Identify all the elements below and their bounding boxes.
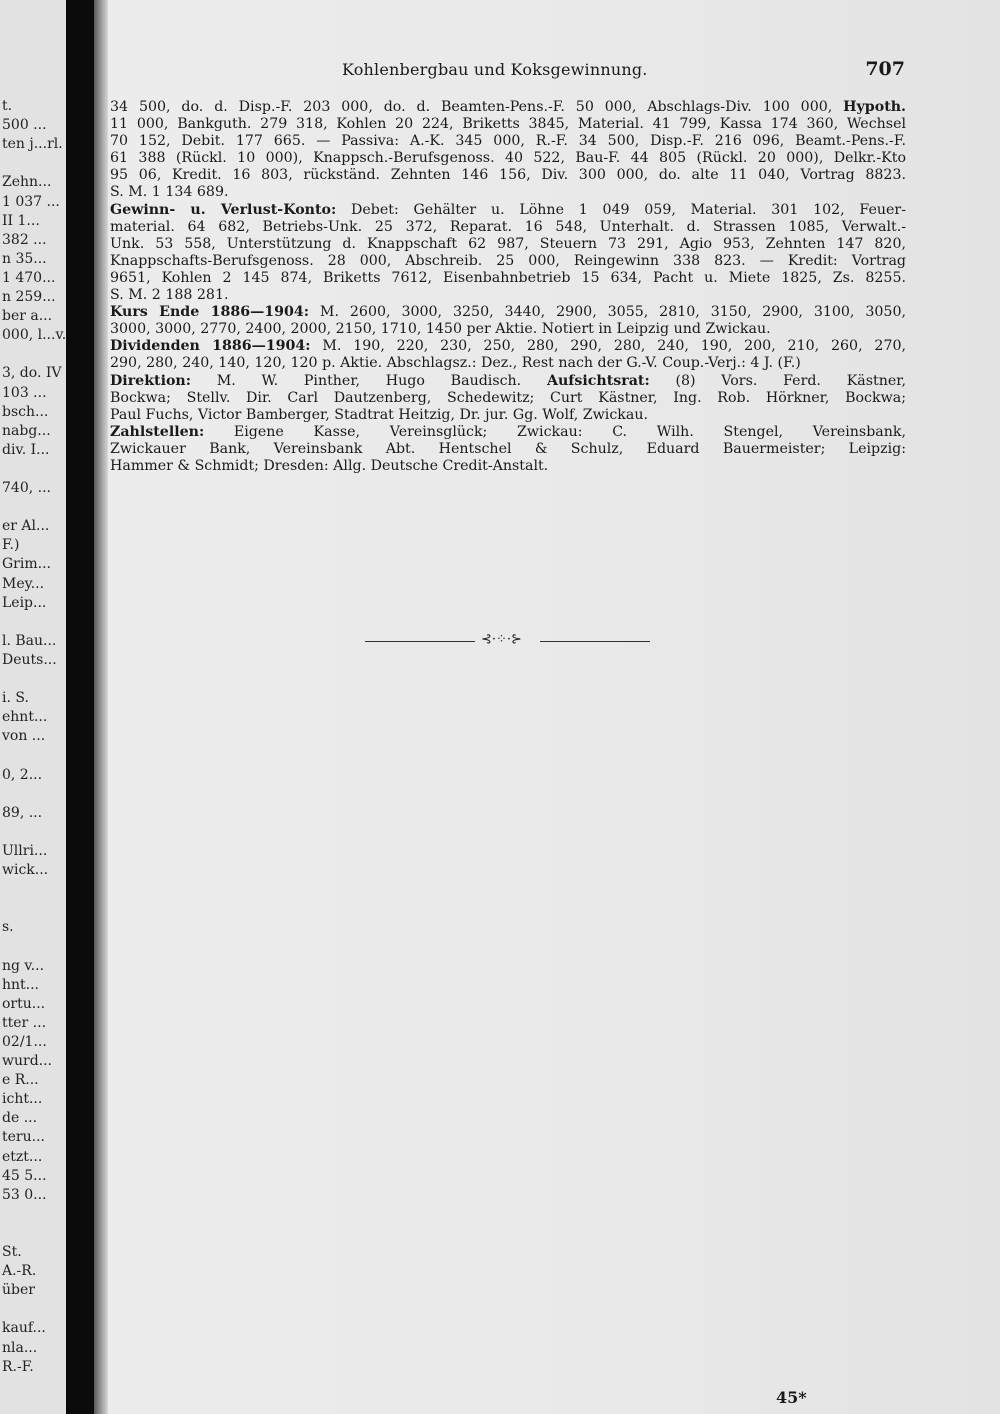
fragment-line: 45 5... [2, 1167, 47, 1184]
spine-edge-gradient [94, 0, 108, 1414]
text-line: 9651, Kohlen 2 145 874, Briketts 7612, Eisenbahnbetrieb 15 634, Pacht u. Miete 1825, Zs. 8255. [110, 269, 906, 286]
fragment-line: 89, ... [2, 804, 43, 821]
text-line: 34 500, do. d. Disp.-F. 203 000, do. d. Beamten-Pens.-F. 50 000, Abschlags-Div. 100 000, Hypoth. [110, 99, 906, 115]
fragment-line: 0, 2... [2, 766, 43, 783]
fragment-line: 740, ... [2, 480, 51, 496]
fragment-line: wurd... [2, 1053, 53, 1069]
fragment-line: Leip... [2, 594, 47, 611]
fragment-line: A.-R. [2, 1263, 37, 1280]
text-line: Kurs Ende 1886—1904: M. 2600, 3000, 3250, 3440, 2900, 3055, 2810, 3150, 2900, 3100, 3050, [110, 304, 906, 321]
fragment-line: div. I... [2, 441, 50, 458]
text-line: Gewinn- u. Verlust-Konto: Debet: Gehälter u. Löhne 1 049 059, Material. 301 102, Feuer- [110, 201, 906, 218]
fragment-line: s. [2, 919, 14, 936]
fragment-line: Deuts... [2, 651, 57, 668]
fragment-line: nabg... [2, 422, 51, 439]
text-line: S. M. 2 188 281. [110, 287, 229, 304]
divider-rule-left [365, 641, 475, 642]
fragment-line: 53 0... [2, 1186, 47, 1203]
printer-signature-mark: 45* [776, 1388, 807, 1407]
text-line: 290, 280, 240, 140, 120, 120 p. Aktie. Abschlagsz.: Dez., Rest nach der G.-V. Coup.-Verj.: 4 J. (F.) [110, 355, 801, 372]
divider-rule-right [540, 641, 650, 642]
fragment-line: wick... [2, 862, 49, 878]
fragment-line: de ... [2, 1110, 38, 1127]
fragment-line: ber a... [2, 308, 53, 325]
fragment-line: R.-F. [2, 1358, 34, 1375]
fragment-line: 103 ... [2, 384, 47, 401]
text-line: 61 388 (Rückl. 10 000), Knappsch.-Berufsgenoss. 40 522, Bau-F. 44 805 (Rückl. 20 000), Delkr.-Kto [110, 150, 906, 167]
text-line: 70 152, Debit. 177 665. — Passiva: A.-K. 345 000, R.-F. 34 500, Disp.-F. 216 096, Beamt.-Pens.-F. [110, 133, 906, 150]
fragment-line: etzt... [2, 1148, 43, 1165]
fragment-line: 500 ... [2, 117, 47, 134]
fragment-line: 1 037 ... [2, 193, 60, 210]
text-line: Hammer & Schmidt; Dresden: Allg. Deutsche Credit-Anstalt. [110, 457, 549, 474]
text-line: 3000, 3000, 2770, 2400, 2000, 2150, 1710, 1450 per Aktie. Notiert in Leipzig und Zwickau. [110, 321, 771, 338]
fragment-line: ortu... [2, 995, 46, 1012]
fragment-line: kauf... [2, 1320, 46, 1337]
fragment-line: teru... [2, 1129, 45, 1146]
text-line: Dividenden 1886—1904: M. 190, 220, 230, 250, 280, 290, 280, 240, 190, 200, 210, 260, 270, [110, 338, 906, 355]
fragment-line: Grim... [2, 556, 51, 573]
fragment-line: n 259... [2, 289, 56, 305]
divider-ornament-icon: ⊰·⁘·⊱ [481, 632, 522, 647]
running-title: Kohlenbergbau und Koksgewinnung. [342, 60, 648, 79]
fragment-line: II 1... [2, 212, 40, 229]
fragment-line: e R... [2, 1072, 39, 1089]
fragment-line: tter ... [2, 1014, 47, 1031]
page-number: 707 [865, 58, 905, 80]
fragment-line: bsch... [2, 403, 49, 420]
fragment-line: 02/1... [2, 1033, 47, 1050]
fragment-line: 3, do. IV [2, 365, 62, 382]
fragment-line: von ... [2, 728, 46, 745]
text-line: 11 000, Bankguth. 279 318, Kohlen 20 224, Briketts 3845, Material. 41 799, Kassa 174 360, Wechsel [110, 116, 906, 133]
text-line: Paul Fuchs, Victor Bamberger, Stadtrat Heitzig, Dr. jur. Gg. Wolf, Zwickau. [110, 406, 648, 423]
text-line: Direktion: M. W. Pinther, Hugo Baudisch. Aufsichtsrat: (8) Vors. Ferd. Kästner, [110, 372, 906, 389]
text-line: Zwickauer Bank, Vereinsbank Abt. Hentschel & Schulz, Eduard Bauermeister; Leipzig: [110, 440, 906, 457]
section-divider-ornament [365, 632, 650, 647]
body-text [110, 99, 906, 475]
fragment-line: nla... [2, 1339, 38, 1356]
fragment-line: ten j...rl. [2, 136, 63, 153]
fragment-line: F.) [2, 537, 20, 554]
text-line: S. M. 1 134 689. [110, 184, 229, 201]
fragment-line: über [2, 1282, 35, 1299]
fragment-line: Mey... [2, 575, 45, 592]
fragment-line: i. S. [2, 690, 29, 707]
page-header [110, 60, 905, 86]
fragment-line: Ullri... [2, 842, 48, 859]
text-line: material. 64 682, Betriebs-Unk. 25 372, Reparat. 16 548, Unterhalt. d. Strassen 1085, Verwalt.- [110, 218, 906, 235]
text-line: Bockwa; Stellv. Dir. Carl Dautzenberg, Schedewitz; Curt Kästner, Ing. Rob. Hörkner, Bockwa; [110, 389, 906, 406]
text-line: Zahlstellen: Eigene Kasse, Vereinsglück; Zwickau: C. Wilh. Stengel, Vereinsbank, [110, 423, 906, 440]
text-line: Knappschafts-Berufsgenoss. 28 000, Abschreib. 25 000, Reingewinn 338 823. — Kredit: Vortrag [110, 252, 906, 269]
fragment-line: 382 ... [2, 231, 47, 248]
fragment-line: Zehn... [2, 174, 52, 191]
text-line: 95 06, Kredit. 16 803, rückständ. Zehnten 146 156, Div. 300 000, do. alte 11 040, Vortrag 8823. [110, 167, 906, 184]
fragment-line: hnt... [2, 976, 40, 993]
fragment-line: 000, l...v. [2, 327, 66, 344]
fragment-line: t. [2, 98, 13, 114]
previous-page-fragment [0, 0, 66, 1414]
fragment-line: n 35... [2, 250, 47, 267]
fragment-line: ehnt... [2, 709, 48, 726]
fragment-line: ng v... [2, 957, 45, 974]
fragment-line: er Al... [2, 518, 50, 535]
fragment-line: St. [2, 1244, 22, 1260]
fragment-line: l. Bau... [2, 632, 57, 649]
book-spine-shadow [66, 0, 94, 1414]
fragment-line: icht... [2, 1091, 43, 1108]
fragment-line: 1 470... [2, 269, 56, 286]
text-line: Unk. 53 558, Unterstützung d. Knappschaft 62 987, Steuern 73 291, Agio 953, Zehnten 147 820, [110, 235, 906, 252]
